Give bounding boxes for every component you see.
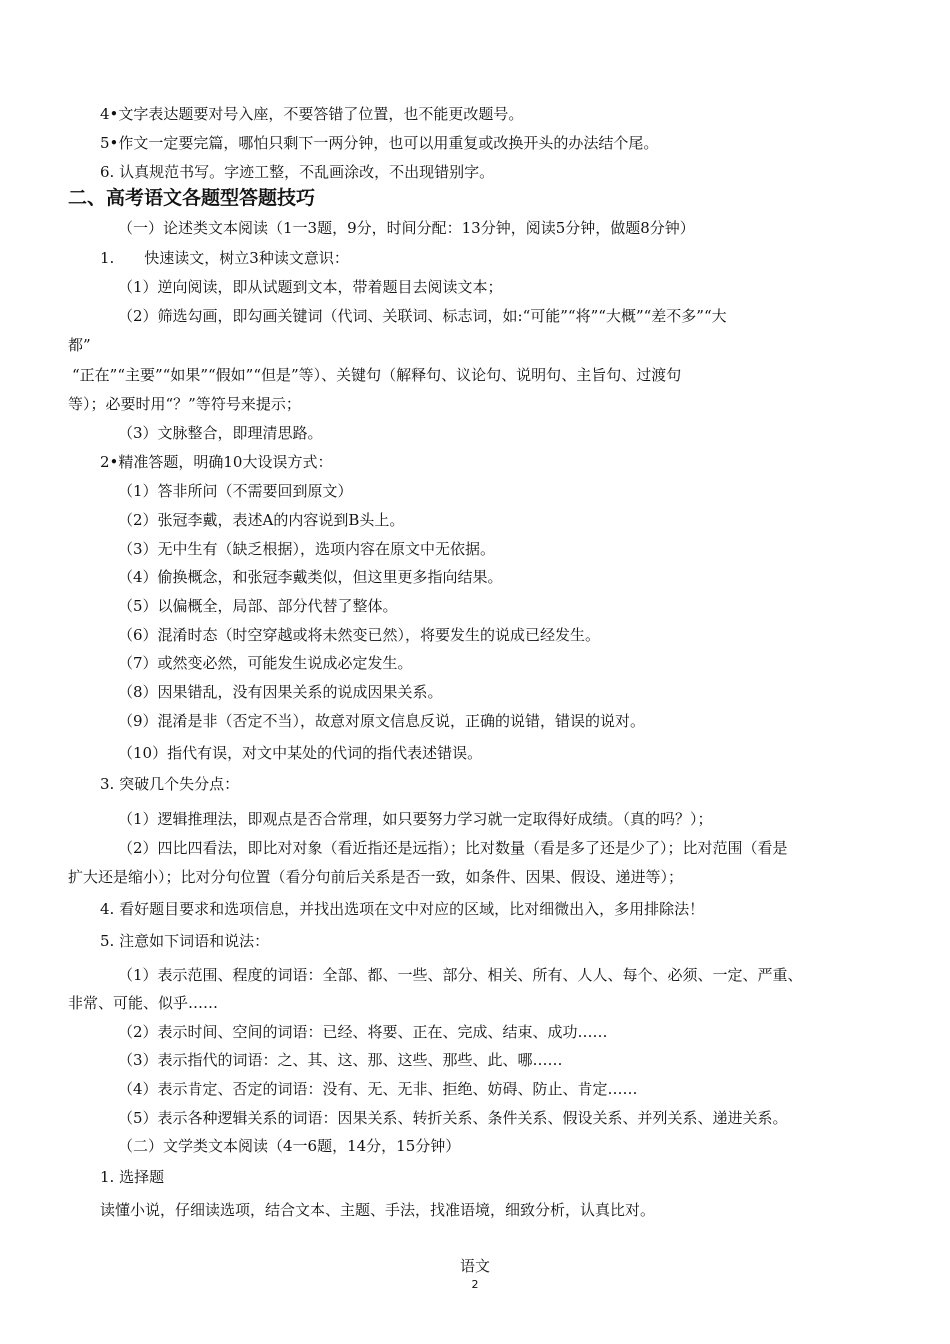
part1-title: （一）论述类文本阅读（1一3题，9分，时间分配：13分钟，阅读5分钟，做题8分钟） [118,219,695,237]
step3-heading: 3. 突破几个失分点： [100,775,240,793]
list-item-continued: 非常、可能、似乎…… [68,994,219,1012]
list-item-continued: 都” [68,336,91,354]
list-item: （1）答非所问（不需要回到原文） [118,482,353,500]
list-item: （5）以偏概全，局部、部分代替了整体。 [118,597,398,615]
footer-page-number: 2 [471,1278,479,1291]
list-item: （8）因果错乱，没有因果关系的说成因果关系。 [118,683,443,701]
list-item: （3）文脉整合，即理清思路。 [118,424,323,442]
tip-line: 6. 认真规范书写。字迹工整，不乱画涂改，不出现错别字。 [100,163,495,181]
list-item: （2）张冠李戴，表述A的内容说到B头上。 [118,511,405,529]
list-item: （4）偷换概念，和张冠李戴类似，但这里更多指向结果。 [118,568,503,586]
list-item-continued: 等）；必要时用“？”等符号来提示； [68,395,301,413]
list-item: （3）表示指代的词语：之、其、这、那、这些、那些、此、哪…… [118,1051,563,1069]
list-item: （2）筛选勾画，即勾画关键词（代词、关联词、标志词，如:“可能”“将”“大概”“差不多”“大 [118,307,727,325]
list-item: （6）混淆时态（时空穿越或将未然变已然），将要发生的说成已经发生。 [118,626,601,644]
list-item: （7）或然变必然，可能发生说成必定发生。 [118,654,413,672]
footer-subject: 语文 [459,1257,490,1275]
section-heading: 二、高考语文各题型答题技巧 [68,187,316,209]
list-item: （3）无中生有（缺乏根据），选项内容在原文中无依据。 [118,540,496,558]
step1-heading: 1. 快速读文，树立3种读文意识： [100,249,349,267]
tip-line: 5•作文一定要完篇，哪怕只剩下一两分钟，也可以用重复或改换开头的办法结个尾。 [100,134,659,152]
list-item: （4）表示肯定、否定的词语：没有、无、无非、拒绝、妨碍、防止、肯定…… [118,1080,638,1098]
list-item: （2）四比四看法，即比对对象（看近指还是远指）；比对数量（看是多了还是少了）；比对范围（看是 [118,839,788,857]
list-item: （9）混淆是非（否定不当），故意对原文信息反说，正确的说错，错误的说对。 [118,712,646,730]
part2-step1-heading: 1. 选择题 [100,1168,165,1186]
part2-title: （二）文学类文本阅读（4一6题，14分，15分钟） [118,1137,461,1155]
step5-heading: 5. 注意如下词语和说法： [100,932,270,950]
tip-line: 4•文字表达题要对号入座，不要答错了位置，也不能更改题号。 [100,105,524,123]
list-item: （2）表示时间、空间的词语：已经、将要、正在、完成、结束、成功…… [118,1023,608,1041]
list-item: （10）指代有误，对文中某处的代词的指代表述错误。 [118,744,483,762]
list-item: （1）逆向阅读，即从试题到文本，带着题目去阅读文本； [118,278,503,296]
list-item: （1）逻辑推理法，即观点是否合常理，如只要努力学习就一定取得好成绩。（真的吗？）； [118,810,713,828]
part2-step1-text: 读懂小说，仔细读选项，结合文本、主题、手法，找准语境，细致分析，认真比对。 [100,1201,656,1219]
list-item-continued: 扩大还是缩小）；比对分句位置（看分句前后关系是否一致，如条件、因果、假设、递进等）； [68,868,684,886]
step2-heading: 2•精准答题，明确10大设误方式： [100,453,333,471]
step4-text: 4. 看好题目要求和选项信息，并找出选项在文中对应的区域，比对细微出入，多用排除法！ [100,900,705,918]
list-item: （1）表示范围、程度的词语：全部、都、一些、部分、相关、所有、人人、每个、必须、一定、严重、 [118,966,803,984]
list-item: （5）表示各种逻辑关系的词语：因果关系、转折关系、条件关系、假设关系、并列关系、递进关系。 [118,1109,788,1127]
list-item-continued: “正在”“主要”“如果”“假如”“但是”等）、关键句（解释句、议论句、说明句、主旨句、过渡句 [72,366,682,384]
